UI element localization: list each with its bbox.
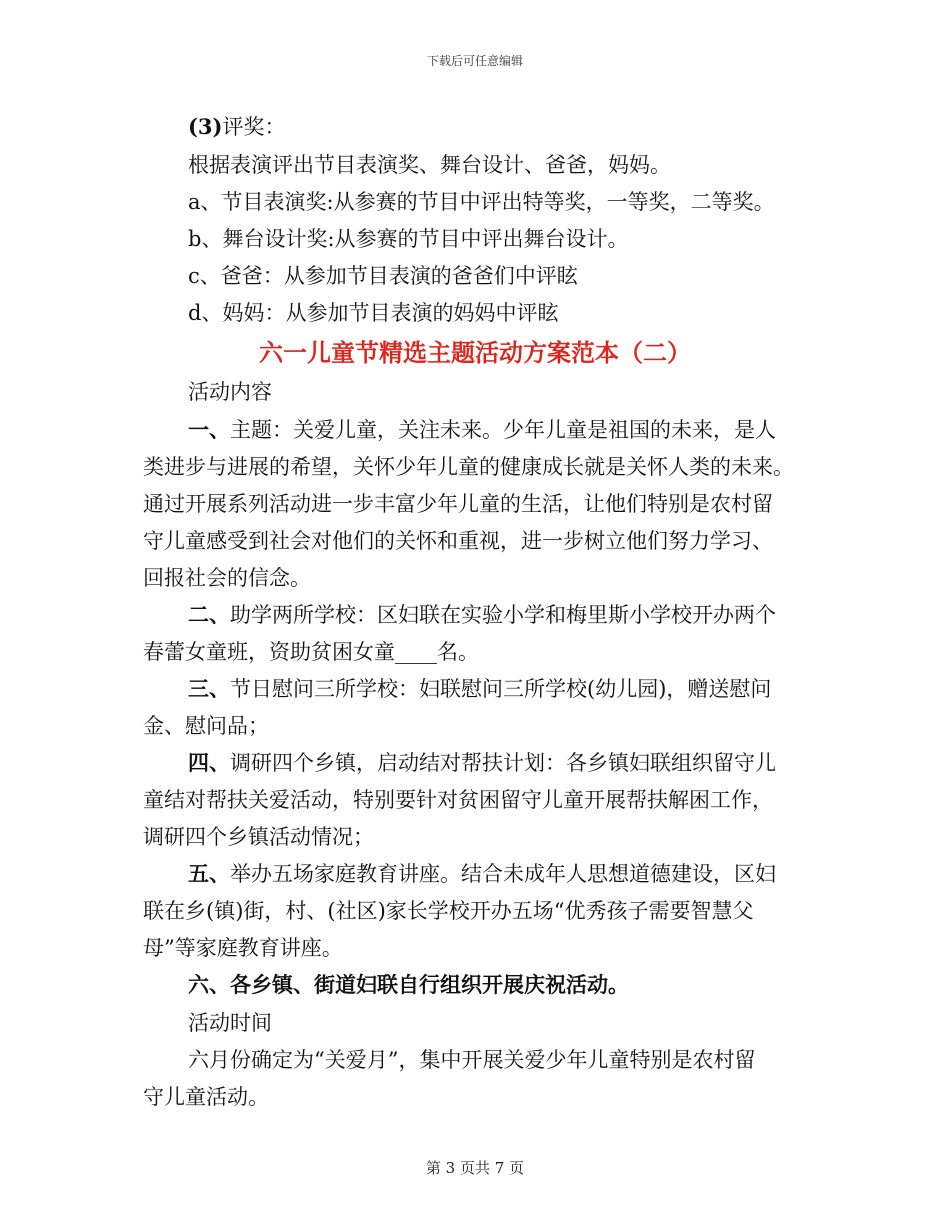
time-line-1: 六月份确定为“关爱月”，集中开展关爱少年儿童特别是农村留: [188, 1048, 756, 1072]
section-3-line-1: [188, 675, 771, 703]
time-line-2: 守儿童活动。: [143, 1085, 269, 1109]
section-2-label: 二、: [188, 602, 230, 627]
section-1-label: 一、: [188, 417, 230, 442]
section-5-line-3: 母”等家庭教育讲座。: [143, 936, 343, 960]
section-3-text: 节日慰问三所学校：妇联慰问三所学校(幼儿园)，赠送慰问: [230, 677, 772, 701]
award-item-d: d、妈妈：从参加节目表演的妈妈中评眩: [188, 301, 559, 325]
section-4-line-2: 童结对帮扶关爱活动，特别要针对贫困留守儿童开展帮扶解困工作，: [143, 788, 773, 812]
award-item-b: b、舞台设计奖:从参赛的节目中评出舞台设计。: [188, 227, 629, 251]
award-item-a: a、节目表演奖:从参赛的节目中评出特等奖，一等奖，二等奖。: [188, 190, 775, 214]
section-5-line-1: [188, 860, 776, 888]
award-intro: 根据表演评出节目表演奖、舞台设计、爸爸，妈妈。: [188, 153, 671, 177]
section-1-line-5: 回报社会的信念。: [143, 566, 311, 590]
section-2-line-1: [188, 601, 776, 629]
section-2-text: 助学两所学校：区妇联在实验小学和梅里斯小学校开办两个: [230, 603, 776, 627]
award-heading: [188, 113, 285, 141]
section-title: 六一儿童节精选主题活动方案范本（二）: [259, 339, 691, 367]
section-1-line-4: 守儿童感受到社会对他们的关怀和重视，进一步树立他们努力学习、: [143, 529, 773, 553]
award-heading-number: (3): [188, 114, 223, 139]
section-4-line-1: [188, 749, 776, 777]
award-item-c: c、爸爸：从参加节目表演的爸爸们中评眩: [188, 264, 578, 288]
section-1-text: 主题：关爱儿童，关注未来。少年儿童是祖国的未来，是人: [230, 418, 776, 442]
section-3-line-2: 金、慰问品；: [143, 714, 269, 738]
section-5-label: 五、: [188, 861, 230, 886]
section-1-line-3: 通过开展系列活动进一步丰富少年儿童的生活，让他们特别是农村留: [143, 492, 773, 516]
time-heading: 活动时间: [188, 1011, 272, 1035]
section-2-line-2: 春蕾女童班，资助贫困女童____名。: [143, 640, 479, 664]
section-1-line-2: 类进步与进展的希望，关怀少年儿童的健康成长就是关怀人类的未来。: [143, 455, 794, 479]
section-3-label: 三、: [188, 676, 230, 701]
page-header: 下载后可任意编辑: [426, 54, 523, 68]
section-4-label: 四、: [188, 750, 230, 775]
section-6: 六、各乡镇、街道妇联自行组织开展庆祝活动。: [188, 972, 629, 997]
award-heading-text: 评奖：: [222, 115, 286, 139]
section-1-line-1: [188, 416, 776, 444]
content-heading: 活动内容: [188, 380, 272, 404]
page-footer: 第 3 页共 7 页: [425, 1159, 525, 1177]
section-5-text: 举办五场家庭教育讲座。结合未成年人思想道德建设，区妇: [230, 862, 776, 886]
section-4-text: 调研四个乡镇，启动结对帮扶计划：各乡镇妇联组织留守儿: [230, 751, 776, 775]
section-5-line-2: 联在乡(镇)街，村、(社区)家长学校开办五场“优秀孩子需要智慧父: [143, 899, 754, 923]
section-4-line-3: 调研四个乡镇活动情况；: [143, 825, 374, 849]
